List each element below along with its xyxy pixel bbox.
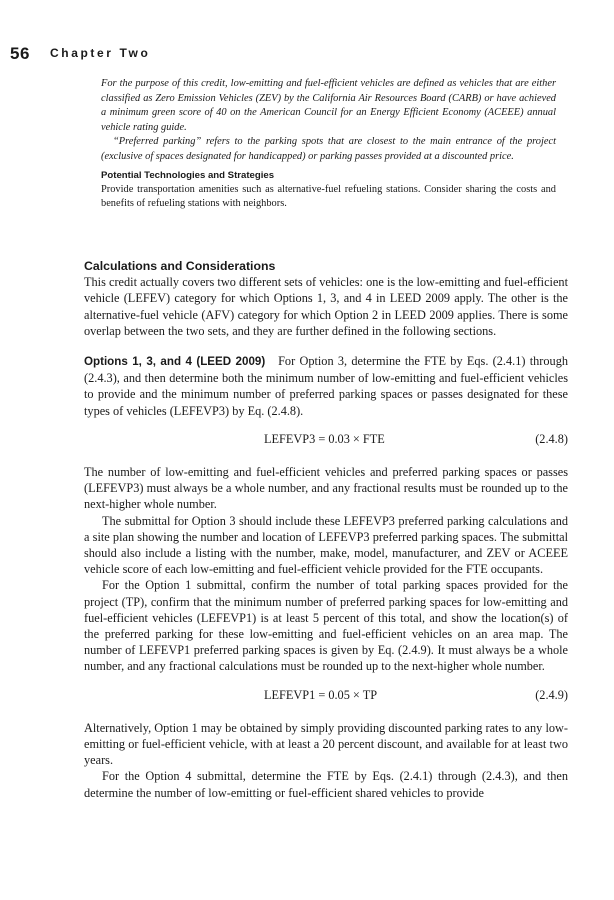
run-in-heading: Options 1, 3, and 4 (LEED 2009) xyxy=(84,355,266,369)
paragraph-5: For the Option 1 submittal, confirm the number of total parking spaces provided for the project (TP), confirm that the minimum number of preferred parking spaces for low-emitting and fuel-efficient vehicles (LEFEVP1) is at least 5 percent of this total, and show the location(s) of the preferred parking for these low-emitting and fuel-efficient vehicles on an area map. The number of LEFEVP1 preferred parking spaces is given by Eq. (2.4.9). It must always be a whole number, and any fractional calculations must be rounded up to the next-higher whole number. xyxy=(84,578,568,674)
equation-number: (2.4.8) xyxy=(535,431,568,446)
section-heading: Calculations and Considerations xyxy=(84,259,276,273)
main-text xyxy=(84,258,568,801)
box-paragraph-1: For the purpose of this credit, low-emitting and fuel-efficient vehicles are defined as vehicles that are either classified as Zero Emission Vehicles (ZEV) by the California Air Resources Board (CARB) or have achieved a minimum green score of 40 on the American Council for an Energy Efficient Economy (ACEEE) annual vehicle rating guide. xyxy=(101,78,556,133)
paragraph-2-text: For Option 3, determine the FTE by Eqs. (2.4.1) through (2.4.3), and then determine both the minimum number of low-emitting and fuel-efficient vehicles to provide and the minimum number of preferred parking spaces or passes designated for these types of vehicles (LEFEVP3) by Eq. (2.4.8). xyxy=(84,354,568,418)
equation-body: LEFEVP3 = 0.03 × FTE xyxy=(264,431,385,446)
paragraph-4: The submittal for Option 3 should include these LEFEVP3 preferred parking calculations and a site plan showing the number and location of LEFEVP3 preferred parking spaces. The submittal should also include a listing with the number, make, model, manufacturer, and ZEV or ACEEE vehicle score of each low-emitting and fuel-efficient vehicle provided for the FTE occupants. xyxy=(84,513,568,577)
paragraph-1: This credit actually covers two different sets of vehicles: one is the low-emitting and fuel-efficient vehicle (LEFEV) category for which Options 1, 3, and 4 in LEED 2009 apply. The other is the alternative-fuel vehicle (AFV) category for which Option 2 in LEED 2009 applies. There is some overlap between the two sets, and they are further defined in the following sections. xyxy=(84,275,568,338)
paragraph-3: The number of low-emitting and fuel-efficient vehicles and preferred parking spaces or passes (LEFEVP3) must always be a whole number, and any fractional results must be rounded up to the next-higher whole number. xyxy=(84,465,568,512)
definition-box xyxy=(101,77,556,212)
paragraph-6: Alternatively, Option 1 may be obtained by simply providing discounted parking rates to any low-emitting or fuel-efficient vehicle, with at least a 20 percent discount, and available for at least two years. xyxy=(84,720,568,768)
page-number: 56 xyxy=(10,44,30,63)
equation-2-4-8 xyxy=(84,431,568,447)
paragraph-7: For the Option 4 submittal, determine the FTE by Eqs. (2.4.1) through (2.4.3), and then determine the number of low-emitting or fuel-efficient shared vehicles to provide xyxy=(84,769,568,800)
chapter-title: Chapter Two xyxy=(50,46,151,60)
paragraph-2 xyxy=(84,353,568,419)
equation-2-4-9 xyxy=(84,687,568,703)
box-paragraph-3: Provide transportation amenities such as alternative-fuel refueling stations. Consider sharing the costs and benefits of refueling stations with neighbors. xyxy=(101,183,556,210)
box-subheading: Potential Technologies and Strategies xyxy=(101,169,275,181)
equation-body: LEFEVP1 = 0.05 × TP xyxy=(264,687,378,702)
equation-number: (2.4.9) xyxy=(535,687,568,702)
box-paragraph-2: “Preferred parking” refers to the parking spots that are closest to the main entrance of the project (exclusive of spaces designated for handicapped) or parking passes provided at a discounted price. xyxy=(101,136,556,162)
